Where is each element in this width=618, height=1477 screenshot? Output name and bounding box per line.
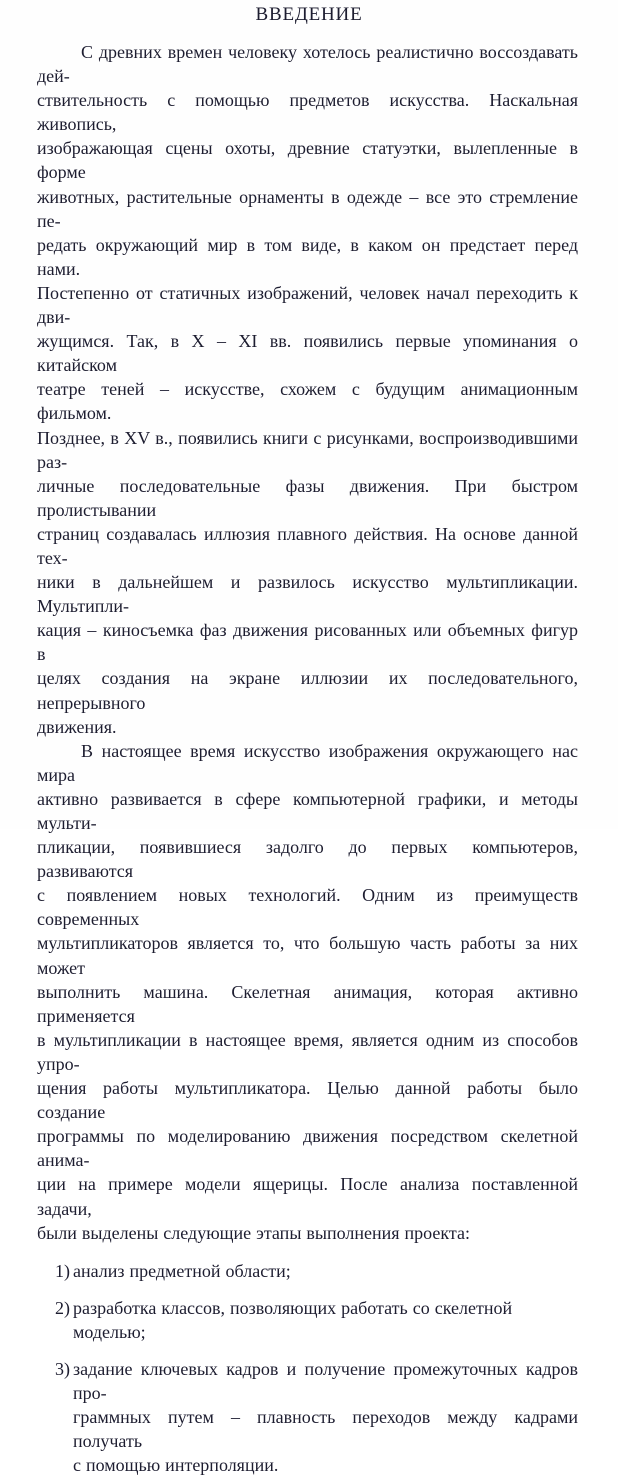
text-line: редать окружающий мир в том виде, в каком он предстает перед нами. (37, 234, 578, 279)
text-line: мультипликаторов является то, что большую часть работы за них может (37, 933, 578, 978)
text-line: щения работы мультипликатора. Целью данной работы было создание (37, 1078, 578, 1123)
text-line: личные последовательные фазы движения. При быстром пролистывании (37, 475, 578, 520)
list-item-number: 3) (55, 1358, 70, 1379)
paragraph (37, 40, 578, 739)
text-line: задание ключевых кадров и получение промежуточных кадров про- (73, 1358, 578, 1404)
list-item-text (73, 1357, 578, 1477)
text-line: были выделены следующие этапы выполнения проекта: (37, 1222, 470, 1243)
text-line: анализ предметной области; (73, 1260, 291, 1281)
paragraph (37, 739, 578, 1245)
text-line: кация – киносъемка фаз движения рисованных или объемных фигур в (37, 620, 578, 665)
text-line: выполнить машина. Скелетная анимация, которая активно применяется (37, 981, 578, 1026)
text-line: ции на примере модели ящерицы. После анализа поставленной задачи, (37, 1174, 578, 1219)
text-line: активно развивается в сфере компьютерной графики, и методы мульти- (37, 788, 578, 833)
list-item-number: 1) (55, 1260, 70, 1281)
list-item (37, 1357, 578, 1477)
text-line: с помощью интерполяции. (73, 1455, 279, 1476)
text-line: В настоящее время искусство изображения окружающего нас мира (37, 740, 578, 785)
text-line: страниц создавалась иллюзия плавного действия. На основе данной тех- (37, 523, 578, 568)
text-line: Постепенно от статичных изображений, человек начал переходить к дви- (37, 282, 578, 328)
text-line: в мультипликации в настоящее время, является одним из способов упро- (37, 1029, 578, 1074)
text-line: целях создания на экране иллюзии их последовательного, непрерывного (37, 668, 578, 713)
text-line: Позднее, в XV в., появились книги с рисунками, воспроизводившими раз- (37, 427, 578, 472)
text-line: ники в дальнейшем и развилось искусство мультипликации. Мультипли- (37, 572, 578, 617)
text-line: жущимся. Так, в X – XI вв. появились первые упоминания о китайском (37, 331, 578, 376)
list-item (37, 1296, 578, 1344)
list-item-text (73, 1259, 578, 1283)
text-line: с появлением новых технологий. Одним из преимуществ современных (37, 885, 578, 930)
text-line: изображающая сцены охоты, древние статуэтки, вылепленные в форме (37, 138, 578, 183)
list-item-number: 2) (55, 1297, 70, 1318)
text-line: животных, растительные орнаменты в одежде – все это стремление пе- (37, 186, 578, 231)
page-title: ВВЕДЕНИЕ (255, 4, 363, 25)
text-line: программы по моделированию движения посредством скелетной анима- (37, 1126, 578, 1171)
text-line: театре теней – искусстве, схожем с будущим анимационным фильмом. (37, 379, 578, 424)
paragraphs-container (37, 40, 578, 1245)
text-line: разработка классов, позволяющих работать со скелетной моделью; (73, 1297, 513, 1342)
text-line: движения. (37, 716, 117, 737)
text-line: граммных путем – плавность переходов между кадрами получать (73, 1407, 578, 1452)
document-body (37, 40, 578, 1477)
list-item (37, 1259, 578, 1283)
text-line: С древних времен человеку хотелось реалистично воссоздавать дей- (37, 42, 578, 87)
stages-list (37, 1259, 578, 1477)
text-line: пликации, появившиеся задолго до первых компьютеров, развиваются (37, 837, 578, 882)
list-item-text (73, 1296, 578, 1344)
text-line: ствительность с помощью предметов искусства. Наскальная живопись, (37, 90, 578, 135)
